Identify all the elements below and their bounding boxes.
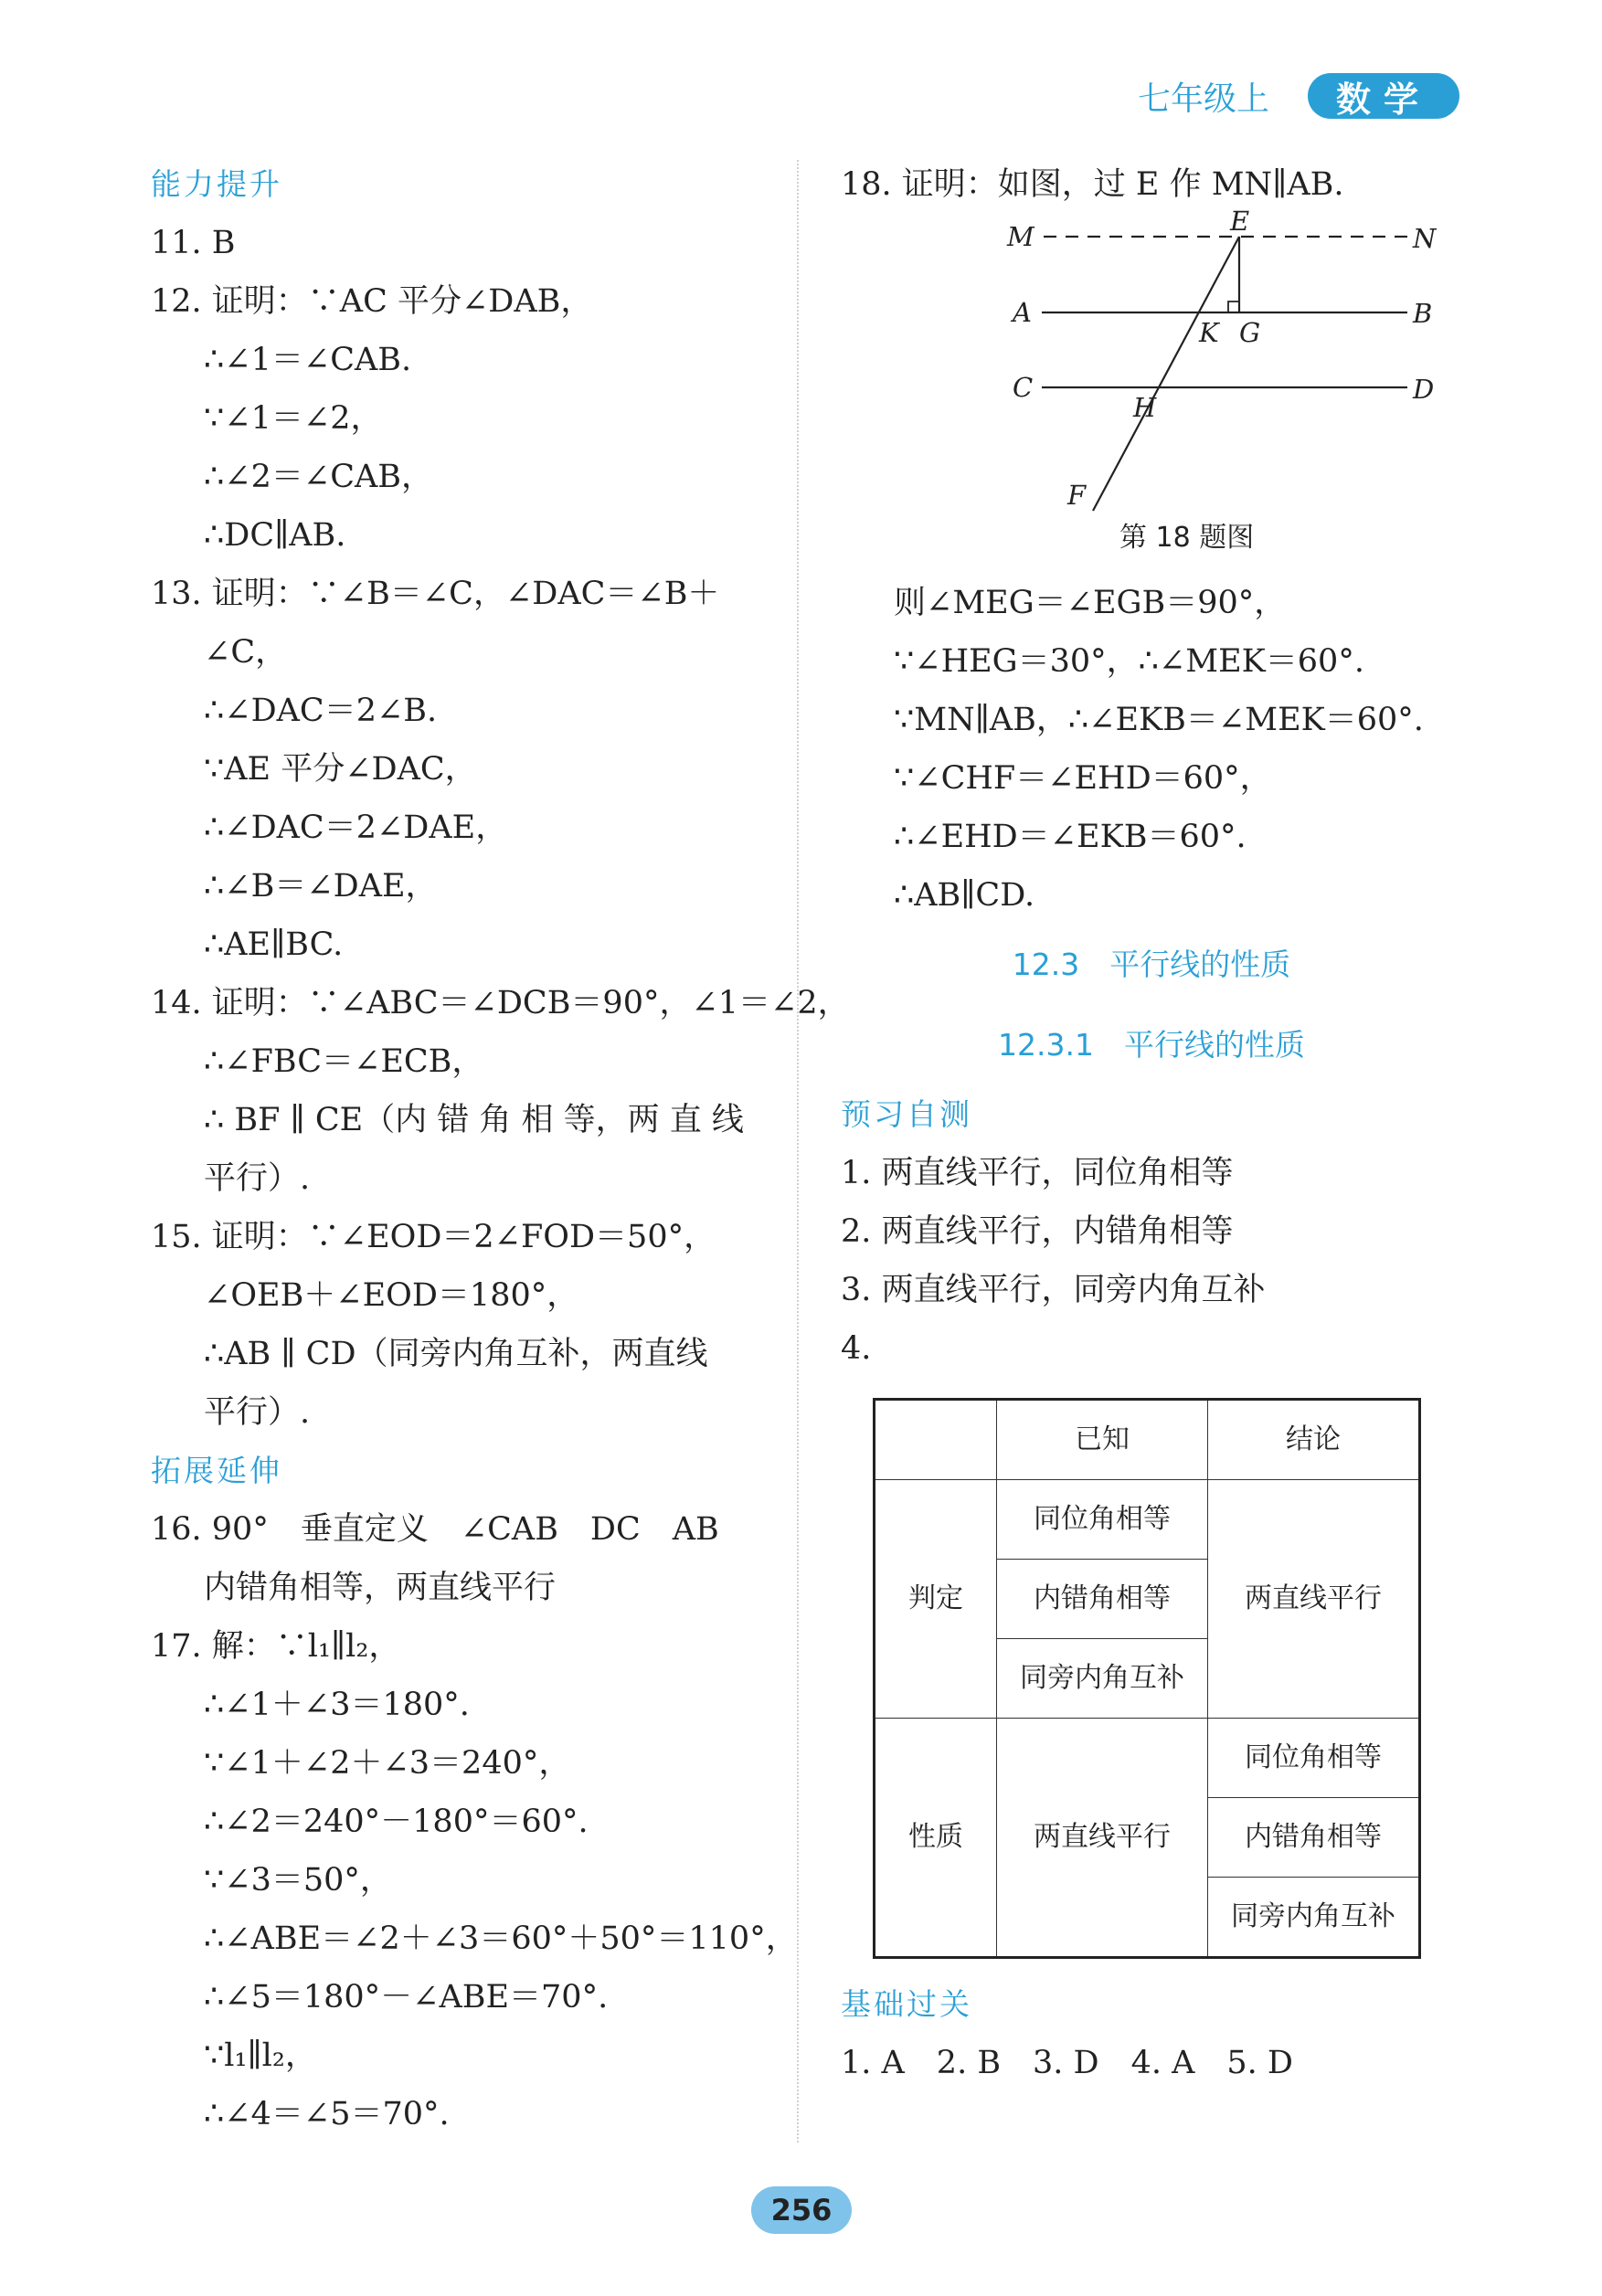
section-heading: 拓展延伸 [151, 1453, 282, 1488]
text-line: ∴∠1＝∠CAB. [204, 342, 412, 378]
label-a: A [1013, 297, 1032, 328]
text-line: 则∠MEG＝∠EGB＝90°， [894, 585, 1287, 621]
text-line: ∵MN∥AB，∴∠EKB＝∠MEK＝60°. [894, 702, 1424, 738]
text-line: 18. 证明：如图，过 E 作 MN∥AB. [841, 166, 1344, 203]
table-row-label-determine: 判定 [875, 1480, 997, 1719]
column-divider [797, 160, 799, 2143]
table-cell: 同位角相等 [1208, 1719, 1420, 1798]
text-line: ∵∠CHF＝∠EHD＝60°， [894, 760, 1272, 797]
text-line: ∠C， [204, 634, 288, 671]
table-cell: 两直线平行 [1208, 1480, 1420, 1719]
table-head-conclusion: 结论 [1208, 1400, 1420, 1480]
right-column [841, 155, 1462, 2092]
text-line: ∴∠ABE＝∠2＋∠3＝60°＋50°＝110°， [204, 1920, 798, 1957]
right-angle-mark [1228, 302, 1239, 312]
text-line: 12. 证明：∵AC 平分∠DAB， [151, 283, 593, 320]
label-e: E [1230, 206, 1250, 237]
text-line: 14. 证明：∵∠ABC＝∠DCB＝90°，∠1＝∠2， [151, 985, 850, 1021]
page-number: 256 [751, 2186, 852, 2234]
subsection-title: 12.3.1 平行线的性质 [998, 1027, 1305, 1063]
text-line: ∴∠5＝180°－∠ABE＝70°. [204, 1979, 609, 2016]
table-row-label-property: 性质 [875, 1719, 997, 1958]
text-line: ∴ BF ∥ CE（内 错 角 相 等，两 直 线 [204, 1102, 744, 1138]
text-line: ∴∠1＋∠3＝180°. [204, 1687, 470, 1723]
text-line: ∵l₁∥l₂， [204, 2037, 317, 2074]
subsection-title: 12.3 平行线的性质 [1012, 947, 1291, 982]
table-corner [875, 1400, 997, 1480]
label-m: M [1007, 221, 1034, 252]
text-line: ∴AB∥CD. [894, 877, 1035, 914]
text-line: ∴AB ∥ CD（同旁内角互补，两直线 [204, 1336, 708, 1372]
left-column [151, 155, 850, 2143]
text-line: 4. [841, 1330, 872, 1367]
summary-table [873, 1398, 1421, 1959]
text-line: 15. 证明：∵∠EOD＝2∠FOD＝50°， [151, 1219, 716, 1255]
text-line: ∴∠2＝240°－180°＝60°. [204, 1804, 589, 1840]
text-line: 3. 两直线平行，同旁内角互补 [841, 1272, 1266, 1308]
text-line: ∠OEB＋∠EOD＝180°， [204, 1277, 579, 1314]
section-heading: 能力提升 [151, 166, 282, 202]
table-cell: 同旁内角互补 [1208, 1878, 1420, 1958]
figure-18-diagram [1005, 206, 1437, 515]
text-line: ∴∠EHD＝∠EKB＝60°. [894, 819, 1247, 855]
right-top-text [841, 155, 1462, 214]
text-line: ∴∠2＝∠CAB， [204, 459, 433, 495]
right-bottom-text [841, 1975, 1462, 2092]
text-line: ∴AE∥BC. [204, 926, 344, 963]
label-k: K [1199, 317, 1219, 348]
text-line: ∵∠1＋∠2＋∠3＝240°， [204, 1745, 571, 1782]
text-line: ∵∠HEG＝30°，∴∠MEK＝60°. [894, 643, 1364, 680]
text-line: ∴∠4＝∠5＝70°. [204, 2096, 450, 2132]
label-b: B [1413, 298, 1433, 329]
label-f: F [1067, 480, 1087, 511]
text-line: 平行）. [204, 1394, 311, 1431]
right-mid-text [841, 574, 1462, 1378]
text-line: 16. 90° 垂直定义 ∠CAB DC AB [151, 1511, 719, 1548]
table-cell: 内错角相等 [1208, 1798, 1420, 1878]
label-c: C [1013, 372, 1034, 403]
label-n: N [1413, 223, 1437, 254]
table-cell: 同旁内角互补 [997, 1639, 1208, 1719]
text-line: 13. 证明：∵∠B＝∠C，∠DAC＝∠B＋ [151, 576, 720, 612]
grade-label: 七年级上 [1138, 79, 1270, 118]
subject-badge: 数学 [1308, 73, 1459, 119]
label-g: G [1239, 317, 1261, 348]
text-line: 2. 两直线平行，内错角相等 [841, 1213, 1234, 1250]
text-line: ∴∠B＝∠DAE， [204, 868, 438, 905]
label-h: H [1133, 392, 1157, 423]
table-cell: 两直线平行 [997, 1719, 1208, 1958]
text-line: ∵AE 平分∠DAC， [204, 751, 477, 788]
line-ef [1093, 237, 1239, 511]
text-line: 1. A 2. B 3. D 4. A 5. D [841, 2045, 1293, 2081]
text-line: ∵∠3＝50°， [204, 1862, 392, 1899]
text-line: ∴DC∥AB. [204, 517, 346, 554]
table-head-known: 已知 [997, 1400, 1208, 1480]
table-cell: 同位角相等 [997, 1480, 1208, 1560]
text-line: 11. B [151, 225, 236, 261]
section-heading: 预习自测 [841, 1096, 972, 1132]
text-line: 17. 解：∵l₁∥l₂， [151, 1628, 401, 1665]
text-line: 内错角相等，两直线平行 [204, 1570, 557, 1606]
table-cell: 内错角相等 [997, 1560, 1208, 1639]
text-line: ∵∠1＝∠2， [204, 400, 383, 437]
page-header [1138, 71, 1459, 121]
text-line: ∴∠DAC＝2∠B. [204, 693, 438, 729]
figure-caption: 第 18 题图 [1119, 522, 1255, 554]
section-heading: 基础过关 [841, 1986, 972, 2022]
label-d: D [1413, 374, 1435, 405]
text-line: ∴∠DAC＝2∠DAE， [204, 809, 508, 846]
text-line: 1. 两直线平行，同位角相等 [841, 1155, 1234, 1191]
text-line: 平行）. [204, 1160, 311, 1197]
text-line: ∴∠FBC＝∠ECB， [204, 1043, 484, 1080]
